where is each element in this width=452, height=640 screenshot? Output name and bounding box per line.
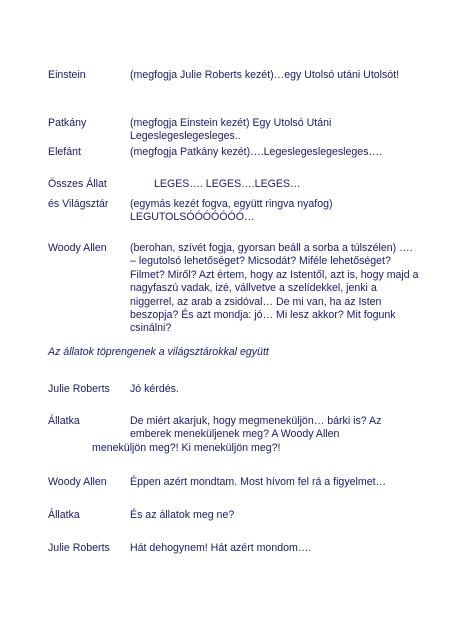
speaker-name: Összes Állat xyxy=(48,178,107,190)
stage-direction: Az állatok töprengenek a világsztárokkal együtt xyxy=(48,346,269,358)
dialogue-text: (megfogja Patkány kezét)….Legeslegeslegesleges…. xyxy=(130,146,383,158)
dialogue-text: (megfogja Einstein kezét) Egy Utolsó Utáni Legeslegeslegesleges.. xyxy=(130,117,332,143)
speaker-name: Woody Allen xyxy=(48,242,107,254)
speaker-name: Einstein xyxy=(48,69,86,81)
speaker-name: Állatka xyxy=(48,415,80,427)
speaker-name: Elefánt xyxy=(48,146,81,158)
speaker-name: Julie Roberts xyxy=(48,383,110,395)
dialogue-text: És az állatok meg ne? xyxy=(130,509,235,521)
dialogue-text: (egymás kezét fogva, együtt ringva nyafog) LEGUTOLSÓÓÓÓÓÓÓ… xyxy=(130,198,333,224)
dialogue-text: (megfogja Julie Roberts kezét)…egy Utolsó utáni Utolsót! xyxy=(130,69,400,81)
speaker-name: Patkány xyxy=(48,117,87,129)
dialogue-text-main: De miért akarjuk, hogy megmeneküljön… bárki is? Az emberek meneküljenek meg? A Woody Allen xyxy=(130,415,382,441)
dialogue-text-continuation: meneküljön meg?! Ki meneküljön meg?! xyxy=(92,441,281,454)
dialogue-text: (berohan, szívét fogja, gyorsan beáll a sorba a túlszélen) …. – legutolsó lehetőséget? Micsodát? Miféle lehetőséget? Filmet? Miről? Azt értem, hogy az Istentől, azt is, hogy majd a nagyfaszú vadak, izé, vállvetve a szelídekkel, jenki a niggerrel, az arab a zsidóval… De mi van, ha az Isten beszopja? És azt mondja: jó… Mi lesz akkor? Mit fogunk csinálni? xyxy=(130,242,419,335)
dialogue-text: Éppen azért mondtam. Most hívom fel rá a figyelmet… xyxy=(130,476,387,488)
dialogue-text: LEGES…. LEGES….LEGES… xyxy=(154,178,301,190)
dialogue-text: Hát dehogynem! Hát azért mondom…. xyxy=(130,542,312,554)
speaker-name: Woody Allen xyxy=(48,476,107,488)
speaker-name: és Világsztár xyxy=(48,198,109,210)
speaker-name: Állatka xyxy=(48,509,80,521)
speaker-name: Julie Roberts xyxy=(48,542,110,554)
dialogue-text xyxy=(92,415,420,455)
dialogue-text: Jó kérdés. xyxy=(130,383,179,395)
